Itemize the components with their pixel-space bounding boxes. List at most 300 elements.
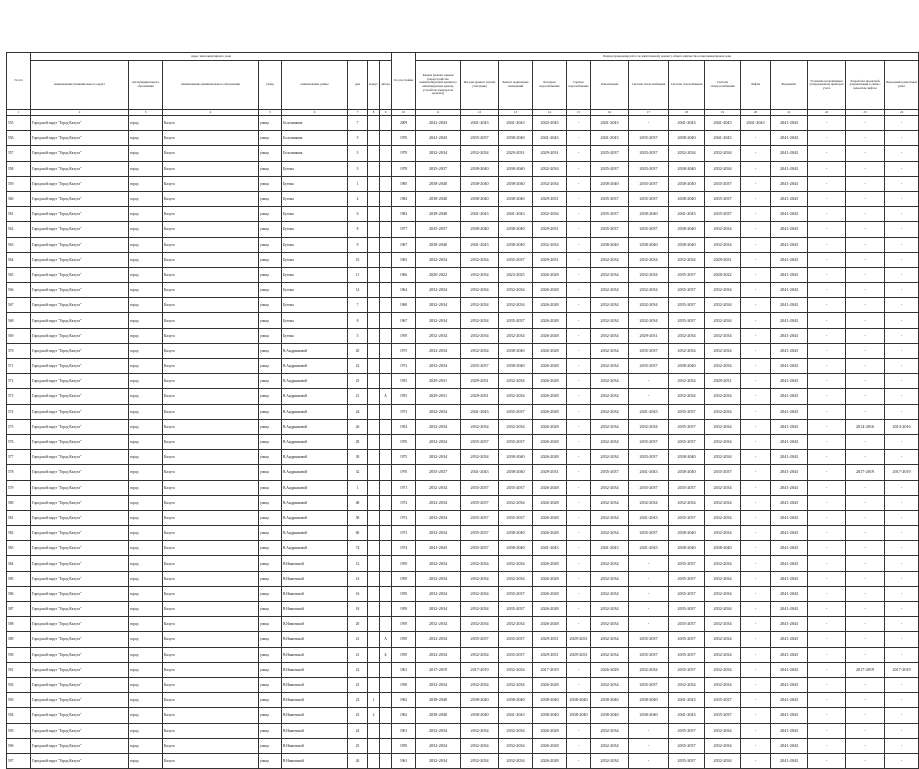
mo-type-cell: город xyxy=(129,191,163,206)
build-year-cell: 1976 xyxy=(392,131,416,146)
period-cell: 2032-2034 xyxy=(416,677,461,692)
mo-name-cell: Калуга xyxy=(163,313,259,328)
period-cell: - xyxy=(808,191,846,206)
column-header: наименование улицы xyxy=(282,61,348,110)
period-cell: - xyxy=(846,677,885,692)
period-cell: 2026-2028 xyxy=(533,677,567,692)
period-cell: - xyxy=(885,738,919,753)
build-year-cell: 1976 xyxy=(392,465,416,480)
period-cell: 2041-2043 xyxy=(771,298,808,313)
period-cell: 2035-2037 xyxy=(629,176,669,191)
period-cell: 2038-2040 xyxy=(533,708,567,723)
period-cell: 2032-2034 xyxy=(669,252,705,267)
period-cell: 2026-2028 xyxy=(533,267,567,282)
okrug-cell: Городской округ "Город Калуга" xyxy=(31,252,129,267)
period-cell: 2041-2043 xyxy=(771,343,808,358)
period-cell: 2035-2037 xyxy=(499,434,533,449)
period-cell: - xyxy=(885,389,919,404)
period-cell: 2017-2019 xyxy=(885,662,919,677)
street-name-cell: Бутома xyxy=(282,283,348,298)
period-cell: - xyxy=(567,389,591,404)
building-cell xyxy=(368,753,380,768)
period-cell: - xyxy=(846,131,885,146)
column-header: Система электроснабжения xyxy=(705,61,741,110)
period-cell: 2017-2019 xyxy=(885,465,919,480)
mo-name-cell: Калуга xyxy=(163,252,259,267)
street-name-cell: В.Андриановой xyxy=(282,510,348,525)
period-cell: - xyxy=(846,161,885,176)
column-header: Крыша (ремонт крыши (переустройство невентилируемой крыши на вентилируемую крышу, устройство выходов на кровлю)) xyxy=(416,61,461,110)
mo-type-cell: город xyxy=(129,298,163,313)
mo-name-cell: Калуга xyxy=(163,480,259,495)
build-year-cell: 1977 xyxy=(392,222,416,237)
mo-type-cell: город xyxy=(129,450,163,465)
period-cell: 2026-2028 xyxy=(533,495,567,510)
period-cell: 2038-2040 xyxy=(499,465,533,480)
period-cell: 2032-2034 xyxy=(705,495,741,510)
letter-cell xyxy=(380,586,392,601)
period-cell: 2038-2040 xyxy=(629,207,669,222)
street-type-cell: улица xyxy=(259,359,282,374)
building-cell xyxy=(368,419,380,434)
period-cell: 2032-2034 xyxy=(499,328,533,343)
period-cell: - xyxy=(808,647,846,662)
period-cell: 2041-2043 xyxy=(771,586,808,601)
mo-type-cell: город xyxy=(129,434,163,449)
table-row xyxy=(7,480,919,495)
table-row xyxy=(7,207,919,222)
column-number: 13 xyxy=(499,110,533,116)
house-cell: 18 xyxy=(348,602,368,617)
period-cell: - xyxy=(846,647,885,662)
letter-cell xyxy=(380,434,392,449)
period-cell: 2035-2037 xyxy=(499,632,533,647)
period-cell: 2032-2034 xyxy=(461,556,499,571)
period-cell: 2035-2037 xyxy=(499,313,533,328)
mo-type-cell: город xyxy=(129,343,163,358)
table-row xyxy=(7,495,919,510)
period-cell: - xyxy=(846,602,885,617)
period-cell: - xyxy=(741,146,771,161)
house-cell: 24 xyxy=(348,723,368,738)
period-cell: 2035-2037 xyxy=(461,495,499,510)
period-cell: 2041-2043 xyxy=(669,207,705,222)
period-cell: 2029-2031 xyxy=(461,389,499,404)
period-cell: - xyxy=(741,602,771,617)
period-cell: - xyxy=(741,495,771,510)
period-cell: 2032-2034 xyxy=(705,602,741,617)
column-number: 21 xyxy=(771,110,808,116)
period-cell: - xyxy=(846,146,885,161)
period-cell: - xyxy=(741,359,771,374)
period-cell: 2035-2037 xyxy=(669,267,705,282)
mo-name-cell: Калуга xyxy=(163,723,259,738)
column-number: 17 xyxy=(629,110,669,116)
period-cell: 2035-2037 xyxy=(629,191,669,206)
period-cell: 2038-2040 xyxy=(669,541,705,556)
letter-cell xyxy=(380,131,392,146)
row-number: 577 xyxy=(7,450,31,465)
period-cell: - xyxy=(741,586,771,601)
build-year-cell: 1962 xyxy=(392,708,416,723)
period-cell: 2032-2034 xyxy=(499,556,533,571)
period-cell: - xyxy=(885,252,919,267)
period-cell: - xyxy=(567,237,591,252)
period-cell: 2032-2034 xyxy=(416,495,461,510)
period-cell: 2043-2045 xyxy=(533,116,567,131)
period-cell: 2032-2034 xyxy=(499,374,533,389)
period-cell: 2035-2037 xyxy=(416,222,461,237)
okrug-cell: Городской округ "Город Калуга" xyxy=(31,541,129,556)
okrug-cell: Городской округ "Город Калуга" xyxy=(31,328,129,343)
table-row xyxy=(7,191,919,206)
period-cell: 2035-2037 xyxy=(669,298,705,313)
build-year-cell: 1972 xyxy=(392,359,416,374)
period-cell: 2032-2034 xyxy=(461,283,499,298)
street-type-cell: улица xyxy=(259,313,282,328)
period-cell: 2029-2031 xyxy=(533,632,567,647)
period-cell: - xyxy=(808,343,846,358)
house-cell: 7 xyxy=(348,116,368,131)
period-cell: 2032-2034 xyxy=(629,419,669,434)
period-cell: - xyxy=(885,753,919,768)
street-type-cell: улица xyxy=(259,541,282,556)
period-cell: - xyxy=(567,222,591,237)
period-cell: 2035-2037 xyxy=(669,738,705,753)
build-year-cell: 1959 xyxy=(392,632,416,647)
street-type-cell: улица xyxy=(259,389,282,404)
street-type-cell: улица xyxy=(259,283,282,298)
period-cell: 2035-2037 xyxy=(416,465,461,480)
period-cell: 2035-2037 xyxy=(416,161,461,176)
period-cell: 2032-2034 xyxy=(669,374,705,389)
period-cell: - xyxy=(808,176,846,191)
okrug-cell: Городской округ "Город Калуга" xyxy=(31,298,129,313)
period-cell: 2041-2043 xyxy=(741,116,771,131)
period-cell: 2038-2040 xyxy=(591,708,629,723)
period-cell: - xyxy=(885,207,919,222)
period-cell: 2035-2037 xyxy=(629,480,669,495)
build-year-cell: 1973 xyxy=(392,526,416,541)
period-cell: 2038-2040 xyxy=(416,708,461,723)
period-cell: 2041-2043 xyxy=(416,116,461,131)
period-cell: - xyxy=(808,632,846,647)
mo-type-cell: город xyxy=(129,374,163,389)
period-cell: 2032-2034 xyxy=(591,313,629,328)
period-cell: 2032-2034 xyxy=(669,328,705,343)
street-type-cell: улица xyxy=(259,207,282,222)
table-row xyxy=(7,617,919,632)
table-row xyxy=(7,389,919,404)
period-cell: - xyxy=(741,571,771,586)
period-cell: 2035-2037 xyxy=(461,526,499,541)
period-cell: - xyxy=(567,207,591,222)
letter-cell xyxy=(380,328,392,343)
street-type-cell: улица xyxy=(259,753,282,768)
mo-name-cell: Калуга xyxy=(163,146,259,161)
period-cell: 2032-2034 xyxy=(591,586,629,601)
period-cell: - xyxy=(567,753,591,768)
build-year-cell: 1975 xyxy=(392,450,416,465)
mo-type-cell: город xyxy=(129,480,163,495)
period-cell: 2032-2034 xyxy=(629,298,669,313)
period-cell: - xyxy=(885,450,919,465)
period-cell: 2032-2034 xyxy=(629,495,669,510)
letter-cell xyxy=(380,450,392,465)
column-number: 19 xyxy=(705,110,741,116)
mo-type-cell: город xyxy=(129,283,163,298)
period-cell: 2038-2040 xyxy=(499,176,533,191)
period-cell: 2041-2043 xyxy=(669,708,705,723)
street-name-cell: Бутома xyxy=(282,222,348,237)
period-cell: 2026-2028 xyxy=(533,359,567,374)
column-header: Установка коллективных (общедомовых) приборов учета xyxy=(808,61,846,110)
period-cell: - xyxy=(567,176,591,191)
period-cell: 2017-2019 xyxy=(533,662,567,677)
letter-cell xyxy=(380,723,392,738)
column-number: 5 xyxy=(259,110,282,116)
mo-name-cell: Калуга xyxy=(163,207,259,222)
period-cell: 2026-2028 xyxy=(533,283,567,298)
mo-name-cell: Калуга xyxy=(163,617,259,632)
house-cell: 6 xyxy=(348,207,368,222)
period-cell: 2032-2034 xyxy=(705,161,741,176)
mo-name-cell: Калуга xyxy=(163,283,259,298)
house-cell: 4 xyxy=(348,191,368,206)
period-cell: 2032-2034 xyxy=(591,419,629,434)
mo-type-cell: город xyxy=(129,207,163,222)
okrug-cell: Городской округ "Город Калуга" xyxy=(31,343,129,358)
build-year-cell: 1972 xyxy=(392,495,416,510)
okrug-cell: Городской округ "Город Калуга" xyxy=(31,131,129,146)
period-cell: - xyxy=(741,526,771,541)
letter-cell xyxy=(380,343,392,358)
column-number: 6 xyxy=(282,110,348,116)
street-name-cell: В.Никитиной xyxy=(282,617,348,632)
table-row xyxy=(7,222,919,237)
period-cell: - xyxy=(808,283,846,298)
house-cell: 8 xyxy=(348,222,368,237)
period-cell: 2041-2043 xyxy=(771,191,808,206)
period-cell: 2038-2040 xyxy=(461,222,499,237)
period-cell: 2032-2034 xyxy=(705,723,741,738)
period-cell: 2038-2040 xyxy=(567,693,591,708)
mo-name-cell: Калуга xyxy=(163,510,259,525)
period-cell: 2032-2034 xyxy=(416,146,461,161)
mo-type-cell: город xyxy=(129,617,163,632)
letter-cell xyxy=(380,359,392,374)
period-cell: 2032-2034 xyxy=(461,328,499,343)
house-cell: 9 xyxy=(348,237,368,252)
house-cell: 28 xyxy=(348,434,368,449)
row-number: 558 xyxy=(7,161,31,176)
period-cell: 2032-2034 xyxy=(461,343,499,358)
period-cell: 2032-2034 xyxy=(669,677,705,692)
period-cell: - xyxy=(741,708,771,723)
column-header: улица xyxy=(259,61,282,110)
period-cell: 2032-2034 xyxy=(461,419,499,434)
table-row xyxy=(7,146,919,161)
column-number: 16 xyxy=(591,110,629,116)
row-number: 591 xyxy=(7,662,31,677)
house-cell: 14 xyxy=(348,571,368,586)
period-cell: 2032-2034 xyxy=(591,374,629,389)
period-cell: - xyxy=(567,404,591,419)
letter-cell xyxy=(380,617,392,632)
row-number: 556 xyxy=(7,131,31,146)
column-number: 20 xyxy=(741,110,771,116)
period-cell: 2026-2028 xyxy=(533,298,567,313)
period-cell: - xyxy=(567,495,591,510)
mo-name-cell: Калуга xyxy=(163,541,259,556)
mo-name-cell: Калуга xyxy=(163,222,259,237)
mo-type-cell: город xyxy=(129,222,163,237)
row-number: 594 xyxy=(7,708,31,723)
mo-type-cell: город xyxy=(129,753,163,768)
period-cell: - xyxy=(808,510,846,525)
period-cell: 2035-2037 xyxy=(499,586,533,601)
mo-type-cell: город xyxy=(129,632,163,647)
street-name-cell: Болотникова xyxy=(282,116,348,131)
house-cell: 8 xyxy=(348,313,368,328)
period-cell: 2032-2034 xyxy=(416,753,461,768)
table-row xyxy=(7,343,919,358)
period-cell: - xyxy=(846,207,885,222)
building-cell: 2 xyxy=(368,708,380,723)
column-header: Холодное водоснабжение xyxy=(533,61,567,110)
period-cell: 2035-2037 xyxy=(629,647,669,662)
street-name-cell: В.Андриановой xyxy=(282,389,348,404)
period-cell: 2035-2037 xyxy=(669,602,705,617)
row-number: 590 xyxy=(7,647,31,662)
period-cell: - xyxy=(808,222,846,237)
period-cell: 2032-2034 xyxy=(499,617,533,632)
period-cell: 2041-2043 xyxy=(771,480,808,495)
period-cell: 2026-2028 xyxy=(533,404,567,419)
build-year-cell: 1985 xyxy=(392,176,416,191)
letter-cell xyxy=(380,237,392,252)
table-row xyxy=(7,267,919,282)
okrug-cell: Городской округ "Город Калуга" xyxy=(31,359,129,374)
period-cell: 2038-2040 xyxy=(669,359,705,374)
period-cell: 2035-2037 xyxy=(669,434,705,449)
letter-cell xyxy=(380,161,392,176)
building-cell xyxy=(368,131,380,146)
period-cell: 2029-2031 xyxy=(416,374,461,389)
period-cell: 2032-2034 xyxy=(416,404,461,419)
period-cell: - xyxy=(846,495,885,510)
period-cell: - xyxy=(885,556,919,571)
period-cell: 2032-2034 xyxy=(591,252,629,267)
street-type-cell: улица xyxy=(259,237,282,252)
period-cell: 2041-2043 xyxy=(771,374,808,389)
period-cell: - xyxy=(885,176,919,191)
house-cell: 58 xyxy=(348,510,368,525)
period-cell: 2038-2040 xyxy=(591,176,629,191)
period-cell: - xyxy=(629,116,669,131)
period-cell: 2026-2028 xyxy=(533,586,567,601)
build-year-cell: 1962 xyxy=(392,693,416,708)
building-cell xyxy=(368,450,380,465)
period-cell: - xyxy=(885,526,919,541)
letter-cell xyxy=(380,267,392,282)
column-number: 12 xyxy=(461,110,499,116)
period-cell: 2035-2037 xyxy=(705,693,741,708)
period-cell: 2041-2043 xyxy=(771,723,808,738)
build-year-cell: 1959 xyxy=(392,602,416,617)
period-cell: - xyxy=(567,586,591,601)
period-cell: 2041-2043 xyxy=(499,708,533,723)
build-year-cell: 2009 xyxy=(392,116,416,131)
row-number: 585 xyxy=(7,571,31,586)
table-row xyxy=(7,313,919,328)
period-cell: 2032-2034 xyxy=(705,753,741,768)
period-cell: - xyxy=(885,571,919,586)
period-cell: 2032-2034 xyxy=(705,556,741,571)
period-cell: - xyxy=(741,753,771,768)
letter-cell xyxy=(380,602,392,617)
period-cell: 2035-2037 xyxy=(669,571,705,586)
period-cell: - xyxy=(629,602,669,617)
house-cell: 20 xyxy=(348,343,368,358)
street-name-cell: В.Никитиной xyxy=(282,632,348,647)
period-cell: 2029-2031 xyxy=(567,647,591,662)
period-cell: 2032-2034 xyxy=(461,267,499,282)
period-cell: 2032-2034 xyxy=(705,313,741,328)
period-cell: 2017-2019 xyxy=(416,662,461,677)
okrug-cell: Городской округ "Город Калуга" xyxy=(31,237,129,252)
period-cell: 2038-2040 xyxy=(499,191,533,206)
house-cell: 10 xyxy=(348,252,368,267)
build-year-cell: 1972 xyxy=(392,510,416,525)
table-row xyxy=(7,708,919,723)
mo-type-cell: город xyxy=(129,510,163,525)
period-cell: - xyxy=(885,313,919,328)
period-cell: 2032-2034 xyxy=(629,662,669,677)
mo-name-cell: Калуга xyxy=(163,191,259,206)
table-row xyxy=(7,647,919,662)
mo-name-cell: Калуга xyxy=(163,267,259,282)
building-cell xyxy=(368,556,380,571)
row-number: 562 xyxy=(7,222,31,237)
column-number: 10 xyxy=(392,110,416,116)
mo-name-cell: Калуга xyxy=(163,586,259,601)
column-header: литера xyxy=(380,61,392,110)
period-cell: 2032-2034 xyxy=(499,738,533,753)
period-cell: 2041-2043 xyxy=(771,738,808,753)
period-cell: - xyxy=(885,708,919,723)
period-cell: - xyxy=(808,450,846,465)
period-cell: - xyxy=(567,556,591,571)
street-name-cell: В.Андриановой xyxy=(282,434,348,449)
build-year-cell: 1959 xyxy=(392,556,416,571)
period-cell: 2032-2034 xyxy=(416,647,461,662)
street-name-cell: Бутома xyxy=(282,207,348,222)
period-cell: 2038-2040 xyxy=(499,450,533,465)
period-cell: - xyxy=(846,283,885,298)
period-cell: 2041-2043 xyxy=(461,404,499,419)
building-cell xyxy=(368,404,380,419)
build-year-cell: 1961 xyxy=(392,753,416,768)
street-type-cell: улица xyxy=(259,161,282,176)
period-cell: - xyxy=(846,738,885,753)
period-cell: - xyxy=(846,510,885,525)
period-cell: - xyxy=(808,146,846,161)
period-cell: - xyxy=(885,116,919,131)
period-cell: 2032-2034 xyxy=(499,571,533,586)
build-year-cell: 1961 xyxy=(392,723,416,738)
mo-type-cell: город xyxy=(129,708,163,723)
